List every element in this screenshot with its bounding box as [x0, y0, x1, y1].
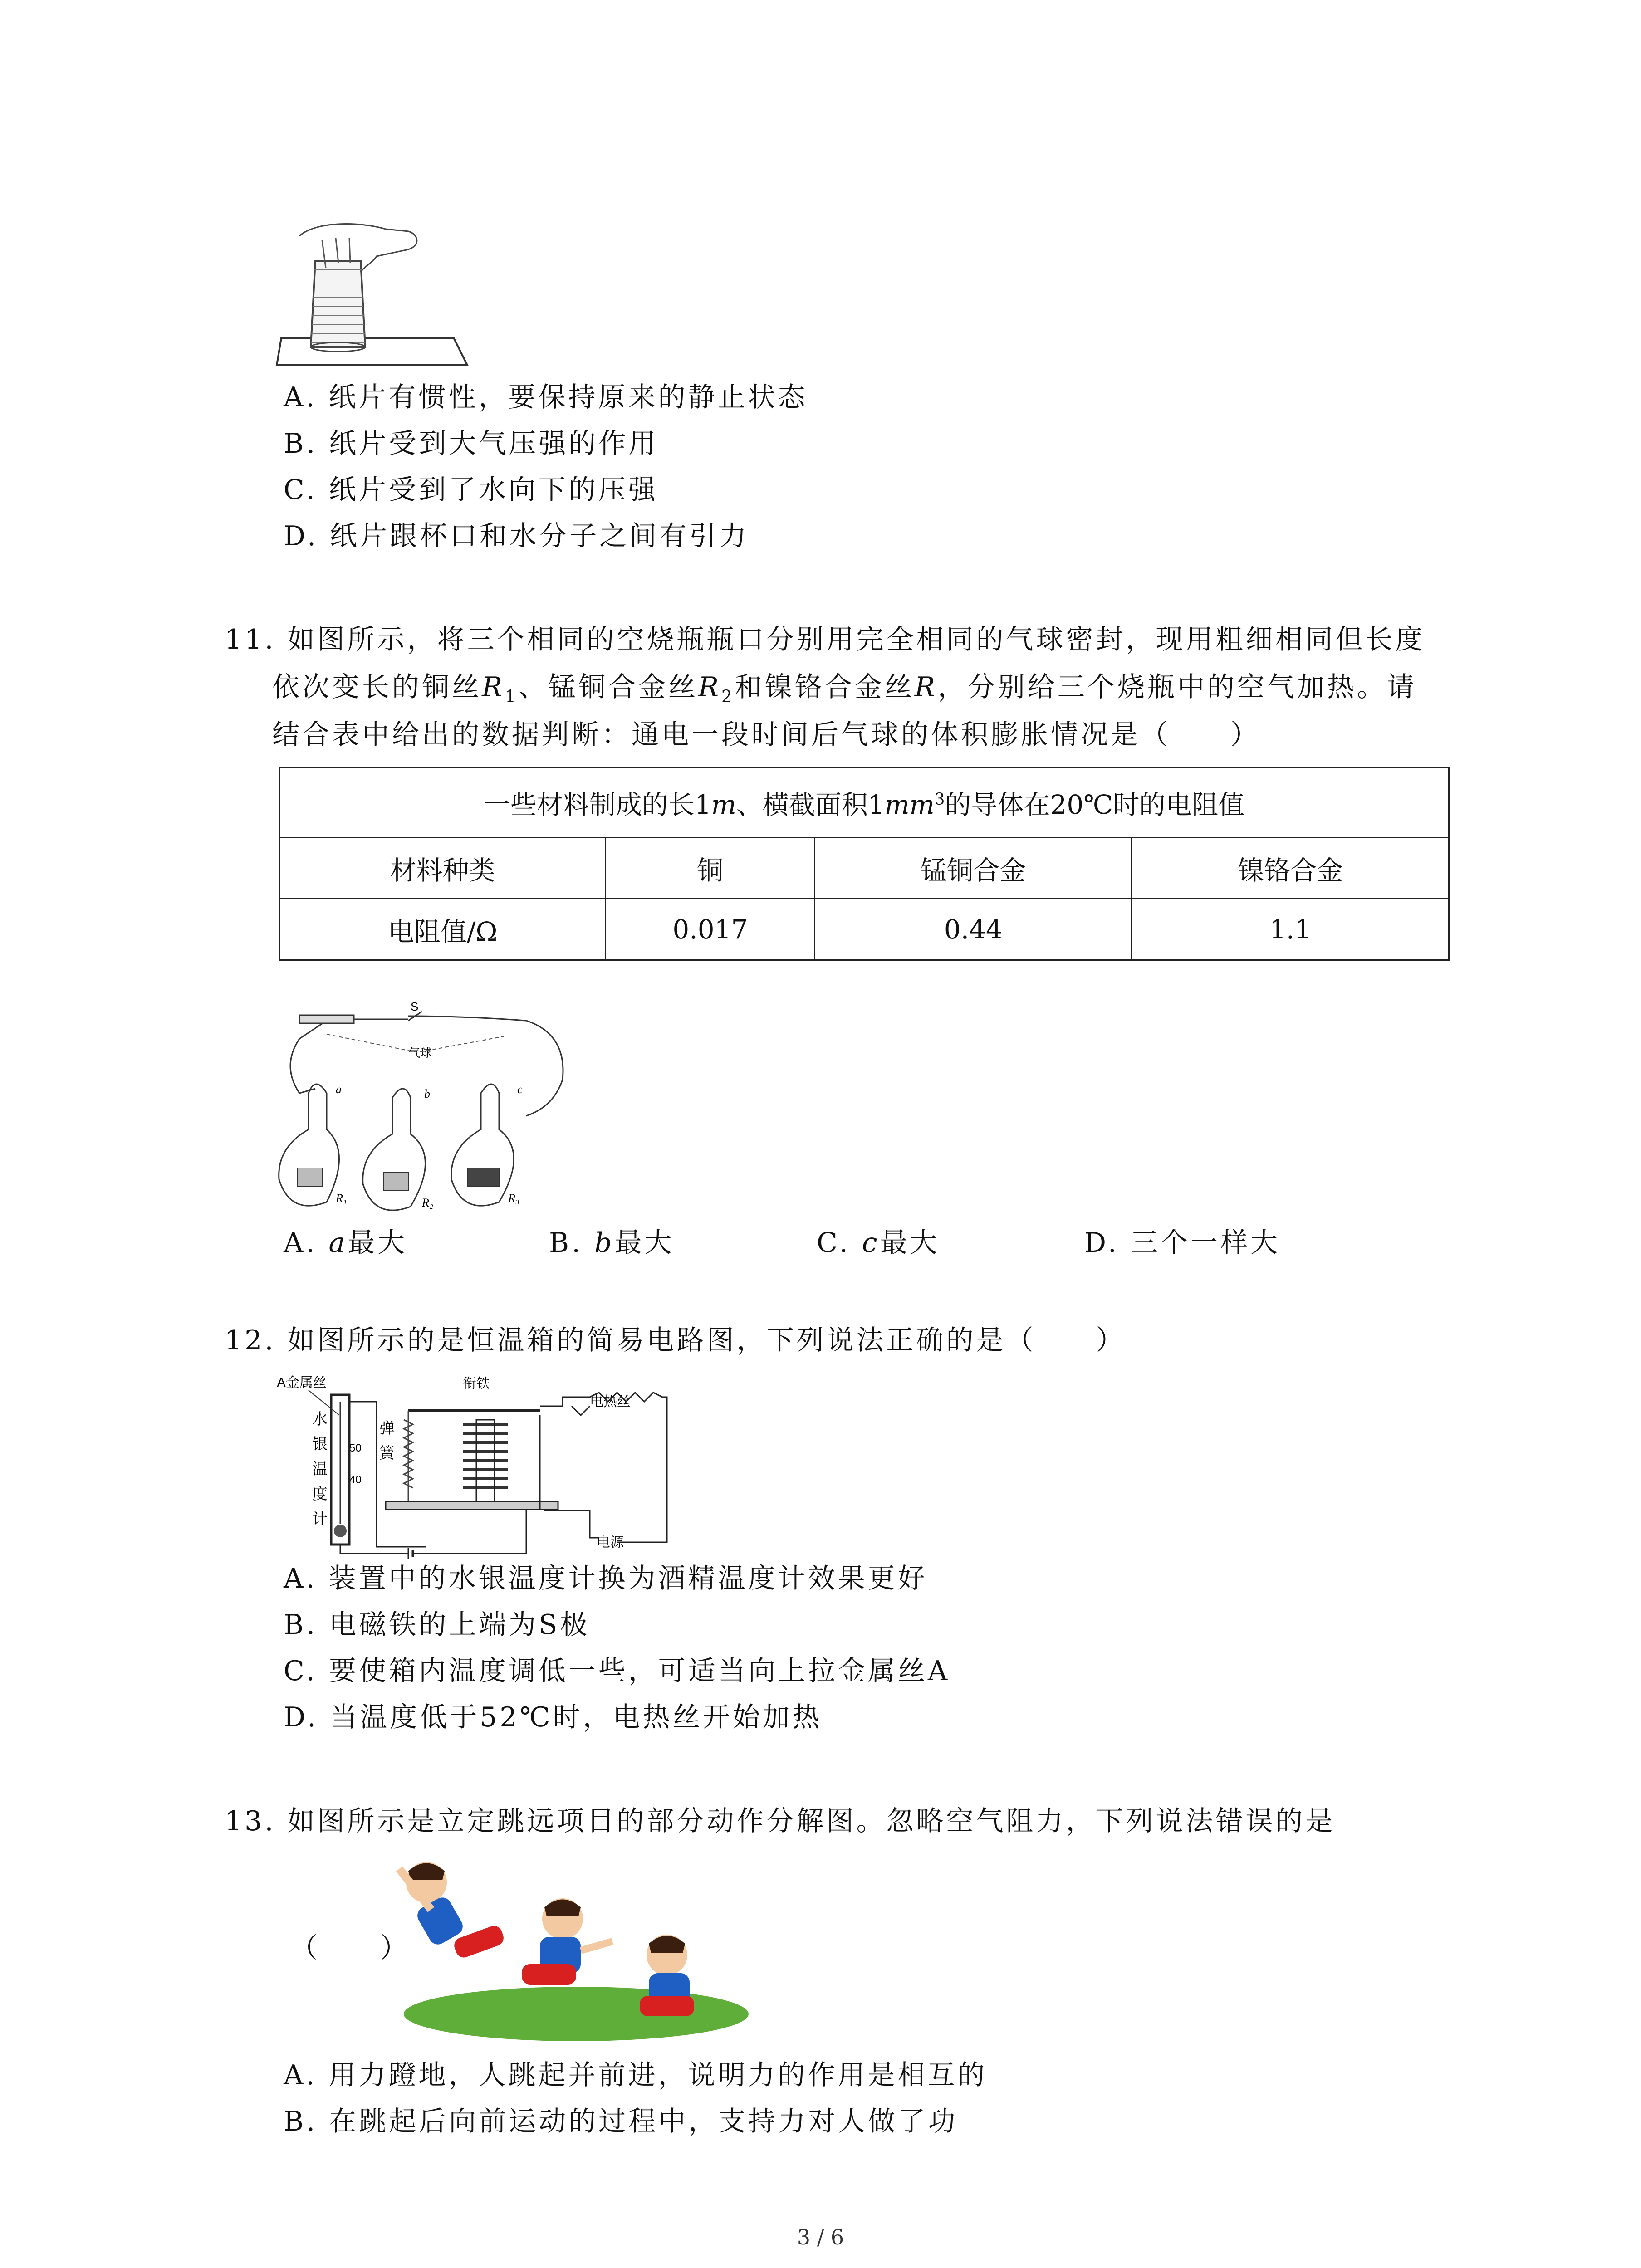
balloon-label: 气球: [408, 1046, 432, 1060]
t40-label: 40: [349, 1474, 362, 1486]
q11-option-d: [1084, 1225, 1280, 1261]
heater-label: 电热丝: [590, 1394, 631, 1409]
wire-label: A金属丝: [277, 1375, 327, 1390]
table-header-cell: 镍铬合金: [1132, 838, 1449, 899]
table-header-cell: 锰铜合金: [815, 838, 1132, 899]
q13-stem: 13. 如图所示是立定跳远项目的部分动作分解图。忽略空气阻力，下列说法错误的是: [225, 1805, 1336, 1837]
q10-option-a: A. 纸片有惯性，要保持原来的静止状态: [284, 381, 808, 413]
q11-stem-line1: 11. 如图所示，将三个相同的空烧瓶瓶口分别用完全相同的气球密封，现用粗细相同但长度: [225, 624, 1425, 655]
caption-text: 、横截面积1: [736, 789, 885, 820]
option-prefix: A.: [284, 1227, 329, 1259]
q11-option-c: [817, 1225, 940, 1261]
label-c: c: [517, 1083, 523, 1096]
cup-paper-figure: [272, 218, 472, 372]
q10-option-c: C. 纸片受到了水向下的压强: [284, 474, 658, 506]
table-cell: 电阻值/Ω: [280, 899, 606, 960]
long-jump-figure: [386, 1851, 749, 2046]
switch-label: S: [411, 1002, 419, 1013]
table-cell: 1.1: [1132, 899, 1449, 960]
option-text: 最大: [614, 1227, 675, 1259]
q12-stem: 12. 如图所示的是恒温箱的简易电路图，下列说法正确的是（ ）: [225, 1325, 1126, 1356]
label-b: b: [424, 1087, 430, 1100]
q13-paren: （ ）: [290, 1932, 410, 1964]
q11-r3: R: [914, 671, 938, 703]
q11-text: ，分别给三个烧瓶中的空气加热。请: [937, 671, 1417, 703]
page-number: 3 / 6: [797, 2225, 844, 2249]
option-prefix: D.: [1084, 1227, 1131, 1259]
thermostat-circuit-figure: [272, 1374, 671, 1574]
option-text: 最大: [348, 1227, 408, 1259]
q12-option-c: C. 要使箱内温度调低一些，可适当向上拉金属丝A: [284, 1655, 950, 1687]
spring-char: 弹: [379, 1420, 395, 1437]
caption-unit: m: [711, 789, 736, 820]
option-text: 最大: [880, 1227, 940, 1259]
resistance-table: [279, 767, 1450, 961]
q13-option-b: B. 在跳起后向前运动的过程中，支持力对人做了功: [284, 2106, 958, 2137]
q11-stem-line3: 结合表中给出的数据判断：通电一段时间后气球的体积膨胀情况是（ ）: [272, 719, 1260, 751]
thermo-char: 温: [312, 1461, 328, 1478]
q12-option-d: D. 当温度低于52℃时，电热丝开始加热: [284, 1701, 823, 1733]
table-cell: 0.017: [606, 899, 815, 960]
caption-exponent: 3: [934, 790, 945, 809]
q11-text: 依次变长的铜丝: [272, 671, 482, 703]
option-prefix: C.: [817, 1227, 862, 1259]
option-var: c: [862, 1227, 880, 1259]
q11-text: 、锰铜合金丝: [518, 671, 698, 703]
t50-label: 50: [349, 1442, 362, 1454]
spring-char: 簧: [379, 1445, 395, 1462]
q11-r1-sub: 1: [505, 686, 519, 706]
q12-option-a: A. 装置中的水银温度计换为酒精温度计效果更好: [284, 1563, 928, 1594]
thermo-char: 银: [312, 1436, 328, 1453]
label-r1: R₁: [336, 1192, 347, 1205]
caption-unit: mm: [884, 789, 935, 820]
q10-option-b: B. 纸片受到大气压强的作用: [284, 428, 659, 459]
power-label: 电源: [597, 1535, 624, 1550]
caption-text: 一些材料制成的长1: [484, 789, 711, 820]
thermo-char: 度: [312, 1486, 328, 1503]
option-var: b: [594, 1227, 615, 1259]
q11-option-b: [549, 1225, 675, 1261]
table-row: [280, 899, 1449, 960]
caption-text: 的导体在20℃时的电阻值: [945, 789, 1245, 820]
thermo-char: 水: [312, 1411, 328, 1428]
thermo-char: 计: [312, 1510, 328, 1528]
label-a: a: [336, 1083, 342, 1096]
q13-option-a: A. 用力蹬地，人跳起并前进，说明力的作用是相互的: [284, 2059, 988, 2091]
q11-stem-line2: [272, 669, 1417, 714]
armature-label: 衔铁: [463, 1376, 490, 1391]
q11-text: 和镍铬合金丝: [735, 671, 915, 703]
label-r2: R₂: [422, 1196, 433, 1209]
table-caption: [280, 767, 1449, 838]
option-prefix: B.: [549, 1227, 595, 1259]
q11-r2-sub: 2: [721, 686, 735, 706]
label-r3: R₃: [508, 1192, 519, 1205]
option-text: 三个一样大: [1131, 1227, 1281, 1259]
option-var: a: [328, 1227, 348, 1259]
flask-circuit-figure: [272, 1002, 581, 1234]
table-header-row: [280, 838, 1449, 899]
table-header-cell: 铜: [606, 838, 815, 899]
table-cell: 0.44: [815, 899, 1132, 960]
q11-option-a: [284, 1225, 407, 1261]
q11-r1: R: [482, 671, 505, 703]
table-header-cell: 材料种类: [280, 838, 606, 899]
q12-option-b: B. 电磁铁的上端为S极: [284, 1609, 590, 1641]
q11-r2: R: [698, 671, 722, 703]
q10-option-d: D. 纸片跟杯口和水分子之间有引力: [284, 520, 749, 552]
